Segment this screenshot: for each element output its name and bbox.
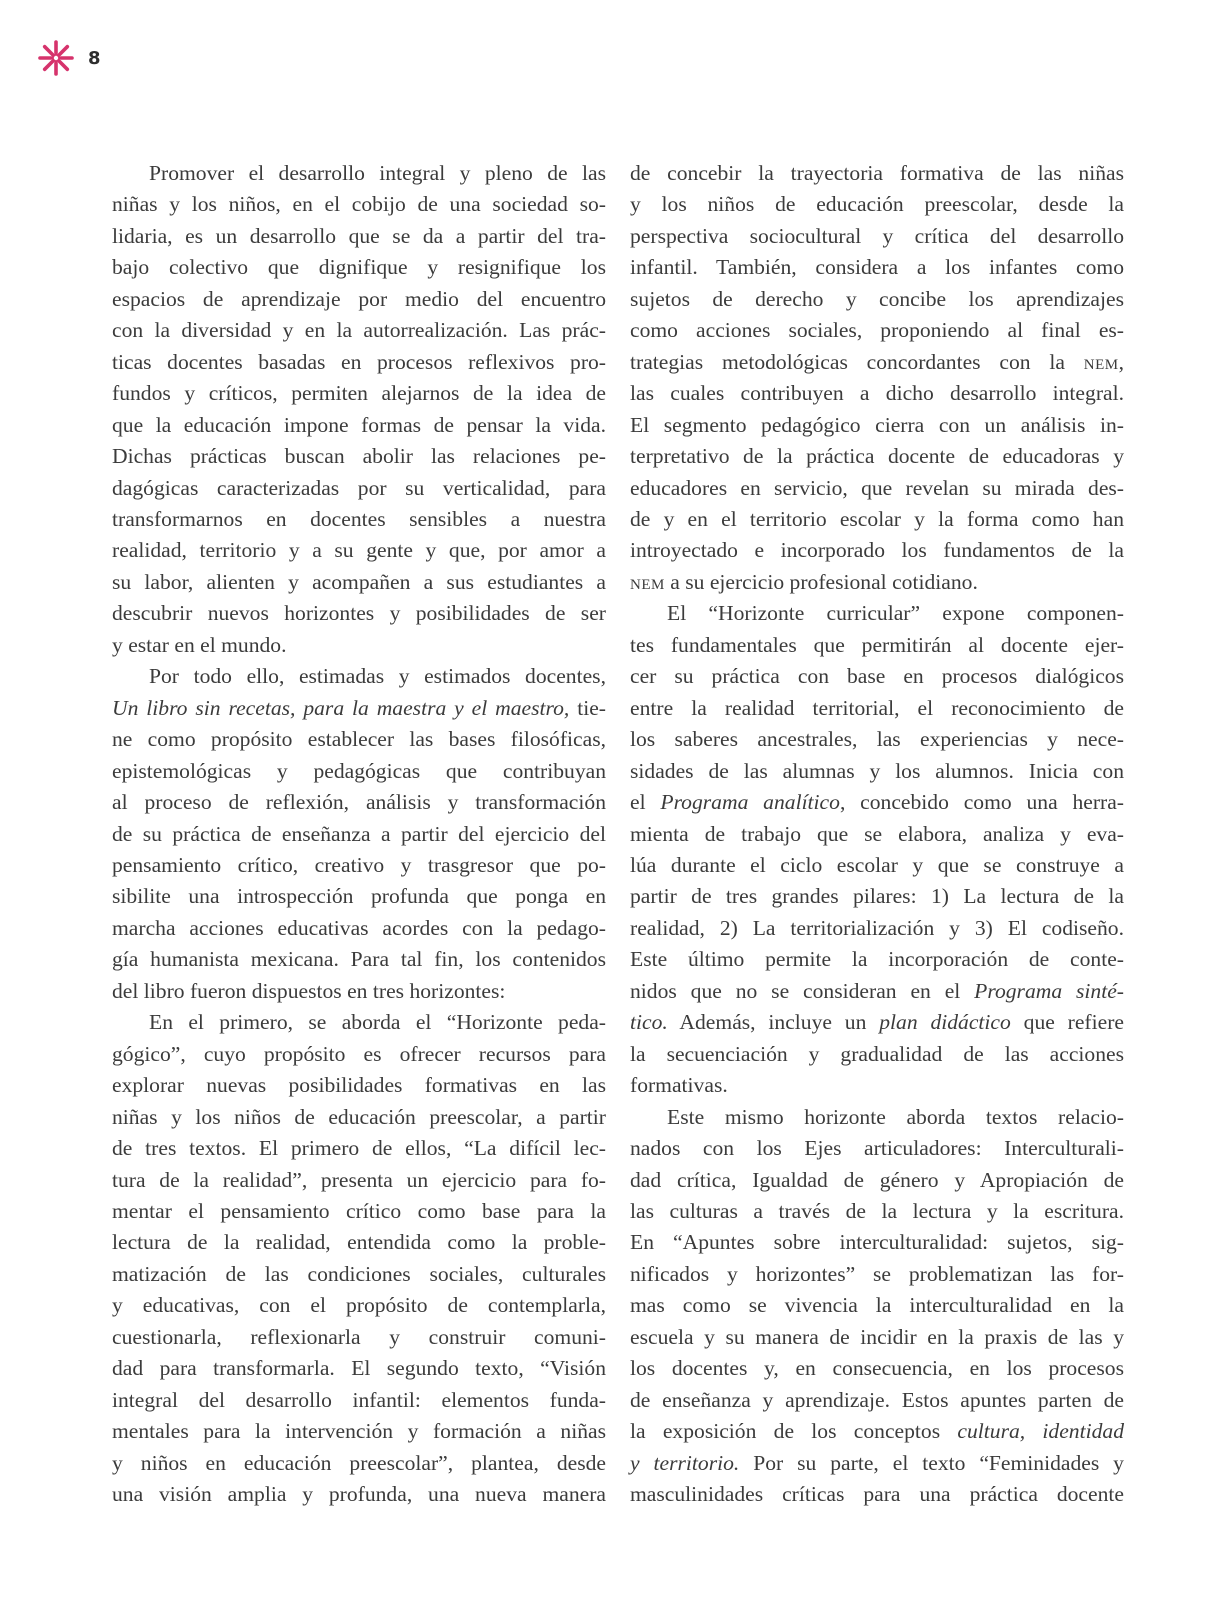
text-line: transformarnos en docentes sensibles a nuestra: [112, 506, 606, 531]
page-number: 8: [88, 47, 101, 69]
text-line: Dichas prácticas buscan abolir las relaciones pe-: [112, 444, 606, 469]
text-line: introyectado e incorporado los fundamentos de la: [630, 538, 1124, 563]
text-line: marcha acciones educativas acordes con la pedago-: [112, 915, 606, 940]
text-line: nem a su ejercicio profesional cotidiano.: [630, 569, 978, 594]
text-line: Por todo ello, estimadas y estimados docentes,: [149, 664, 606, 689]
text-line: explorar nuevas posibilidades formativas en las: [112, 1073, 606, 1098]
text-line: su labor, alienten y acompañen a sus estudiantes a: [112, 569, 606, 594]
text-line: de y en el territorio escolar y la forma como han: [630, 506, 1124, 531]
right-paragraph: [630, 598, 1124, 1101]
text-line: y niños en educación preescolar”, plantea, desde: [112, 1450, 606, 1475]
text-line: al proceso de reflexión, análisis y transformación: [112, 790, 606, 815]
text-line: y educativas, con el propósito de contemplarla,: [112, 1293, 606, 1318]
text-line: dad crítica, Igualdad de género y Apropiación de: [630, 1167, 1124, 1192]
text-line: dad para transformarla. El segundo texto, “Visión: [112, 1356, 606, 1381]
text-line: tes fundamentales que permitirán al docente ejer-: [630, 632, 1124, 657]
left-paragraph: [112, 661, 606, 1007]
text-line: gía humanista mexicana. Para tal fin, los contenidos: [112, 947, 606, 972]
text-line: lúa durante el ciclo escolar y que se construye a: [630, 852, 1124, 877]
text-line: nidos que no se consideran en el Programa sinté-: [630, 978, 1124, 1003]
right-column: [630, 158, 1124, 1510]
text-line: realidad, 2) La territorialización y 3) El codiseño.: [630, 915, 1124, 940]
text-line: la secuenciación y gradualidad de las acciones: [630, 1041, 1124, 1066]
text-line: cer su práctica con base en procesos dialógicos: [630, 664, 1124, 689]
text-line: la exposición de los conceptos cultura, identidad: [630, 1419, 1124, 1444]
text-line: matización de las condiciones sociales, culturales: [112, 1261, 606, 1286]
text-line: En el primero, se aborda el “Horizonte peda-: [149, 1010, 606, 1035]
right-paragraph: [630, 1102, 1124, 1511]
text-line: sujetos de derecho y concibe los aprendizajes: [630, 286, 1124, 311]
text-line: mentar el pensamiento crítico como base para la: [112, 1198, 606, 1223]
text-line: entre la realidad territorial, el reconocimiento de: [630, 695, 1124, 720]
text-line: educadores en servicio, que revelan su mirada des-: [630, 475, 1124, 500]
text-line: niñas y los niños, en el cobijo de una sociedad so-: [112, 192, 606, 217]
text-line: niñas y los niños de educación preescolar, a partir: [112, 1104, 606, 1129]
text-line: tura de la realidad”, presenta un ejercicio para fo-: [112, 1167, 606, 1192]
text-line: nificados y horizontes” se problematizan las for-: [630, 1261, 1124, 1286]
text-line: El “Horizonte curricular” expone componen-: [667, 601, 1124, 626]
text-line: dagógicas caracterizadas por su verticalidad, para: [112, 475, 606, 500]
text-line: y los niños de educación preescolar, desde la: [630, 192, 1124, 217]
text-line: El segmento pedagógico cierra con un análisis in-: [630, 412, 1124, 437]
text-line: sidades de las alumnas y los alumnos. Inicia con: [630, 758, 1124, 783]
text-line: fundos y críticos, permiten alejarnos de la idea de: [112, 381, 606, 406]
text-line: Un libro sin recetas, para la maestra y el maestro, tie-: [112, 695, 606, 720]
text-line: espacios de aprendizaje por medio del encuentro: [112, 286, 606, 311]
text-line: los saberes ancestrales, las experiencias y nece-: [630, 727, 1124, 752]
text-line: pensamiento crítico, creativo y trasgresor que po-: [112, 852, 606, 877]
left-column: [112, 158, 606, 1510]
text-line: En “Apuntes sobre interculturalidad: sujetos, sig-: [630, 1230, 1124, 1255]
asterisk-flower-icon: [36, 38, 76, 78]
text-line: y estar en el mundo.: [112, 632, 287, 657]
text-line: escuela y su manera de incidir en la praxis de las y: [630, 1324, 1124, 1349]
left-paragraph: [112, 158, 606, 661]
text-line: mentales para la intervención y formación a niñas: [112, 1419, 606, 1444]
text-line: de tres textos. El primero de ellos, “La difícil lec-: [112, 1136, 606, 1161]
text-line: cuestionarla, reflexionarla y construir comuni-: [112, 1324, 606, 1349]
text-line: de enseñanza y aprendizaje. Estos apuntes parten de: [630, 1387, 1124, 1412]
text-line: mas como se vivencia la interculturalidad en la: [630, 1293, 1124, 1318]
text-line: Promover el desarrollo integral y pleno de las: [149, 161, 606, 185]
page-header: [36, 38, 101, 78]
text-line: lectura de la realidad, entendida como la proble-: [112, 1230, 606, 1255]
text-line: bajo colectivo que dignifique y resignifique los: [112, 255, 606, 280]
text-line: como acciones sociales, proponiendo al final es-: [630, 318, 1124, 343]
text-line: las cuales contribuyen a dicho desarrollo integral.: [630, 381, 1124, 406]
right-paragraph: [630, 158, 1124, 598]
text-line: descubrir nuevos horizontes y posibilidades de ser: [112, 601, 606, 626]
text-line: realidad, territorio y a su gente y que, por amor a: [112, 538, 606, 563]
text-line: perspectiva sociocultural y crítica del desarrollo: [630, 223, 1124, 248]
text-line: con la diversidad y en la autorrealización. Las prác-: [112, 318, 606, 343]
left-paragraph: [112, 1007, 606, 1510]
text-line: lidaria, es un desarrollo que se da a partir del tra-: [112, 223, 606, 248]
text-line: y territorio. Por su parte, el texto “Feminidades y: [630, 1450, 1124, 1475]
text-line: del libro fueron dispuestos en tres horizontes:: [112, 978, 506, 1003]
text-line: integral del desarrollo infantil: elementos funda-: [112, 1387, 606, 1412]
text-line: de concebir la trayectoria formativa de las niñas: [630, 161, 1124, 185]
text-line: masculinidades críticas para una práctica docente: [630, 1482, 1124, 1507]
text-line: ne como propósito establecer las bases filosóficas,: [112, 727, 606, 752]
text-line: trategias metodológicas concordantes con la nem,: [630, 349, 1124, 374]
text-line: formativas.: [630, 1073, 728, 1098]
text-line: nados con los Ejes articuladores: Interculturali-: [630, 1136, 1124, 1161]
text-line: de su práctica de enseñanza a partir del ejercicio del: [112, 821, 606, 846]
text-line: que la educación impone formas de pensar la vida.: [112, 412, 606, 437]
text-line: Este último permite la incorporación de conte-: [630, 947, 1124, 972]
text-line: sibilite una introspección profunda que ponga en: [112, 884, 606, 909]
text-line: partir de tres grandes pilares: 1) La lectura de la: [630, 884, 1124, 909]
text-line: las culturas a través de la lectura y la escritura.: [630, 1198, 1124, 1223]
text-line: terpretativo de la práctica docente de educadoras y: [630, 444, 1124, 469]
text-line: tico. Además, incluye un plan didáctico que refiere: [630, 1010, 1124, 1035]
text-line: los docentes y, en consecuencia, en los procesos: [630, 1356, 1124, 1381]
text-line: gógico”, cuyo propósito es ofrecer recursos para: [112, 1041, 606, 1066]
text-line: Este mismo horizonte aborda textos relacio-: [667, 1104, 1124, 1129]
text-line: epistemológicas y pedagógicas que contribuyan: [112, 758, 606, 783]
text-line: ticas docentes basadas en procesos reflexivos pro-: [112, 349, 606, 374]
text-line: mienta de trabajo que se elabora, analiza y eva-: [630, 821, 1124, 846]
text-line: infantil. También, considera a los infantes como: [630, 255, 1124, 280]
text-line: el Programa analítico, concebido como una herra-: [630, 790, 1124, 815]
text-line: una visión amplia y profunda, una nueva manera: [112, 1482, 606, 1507]
